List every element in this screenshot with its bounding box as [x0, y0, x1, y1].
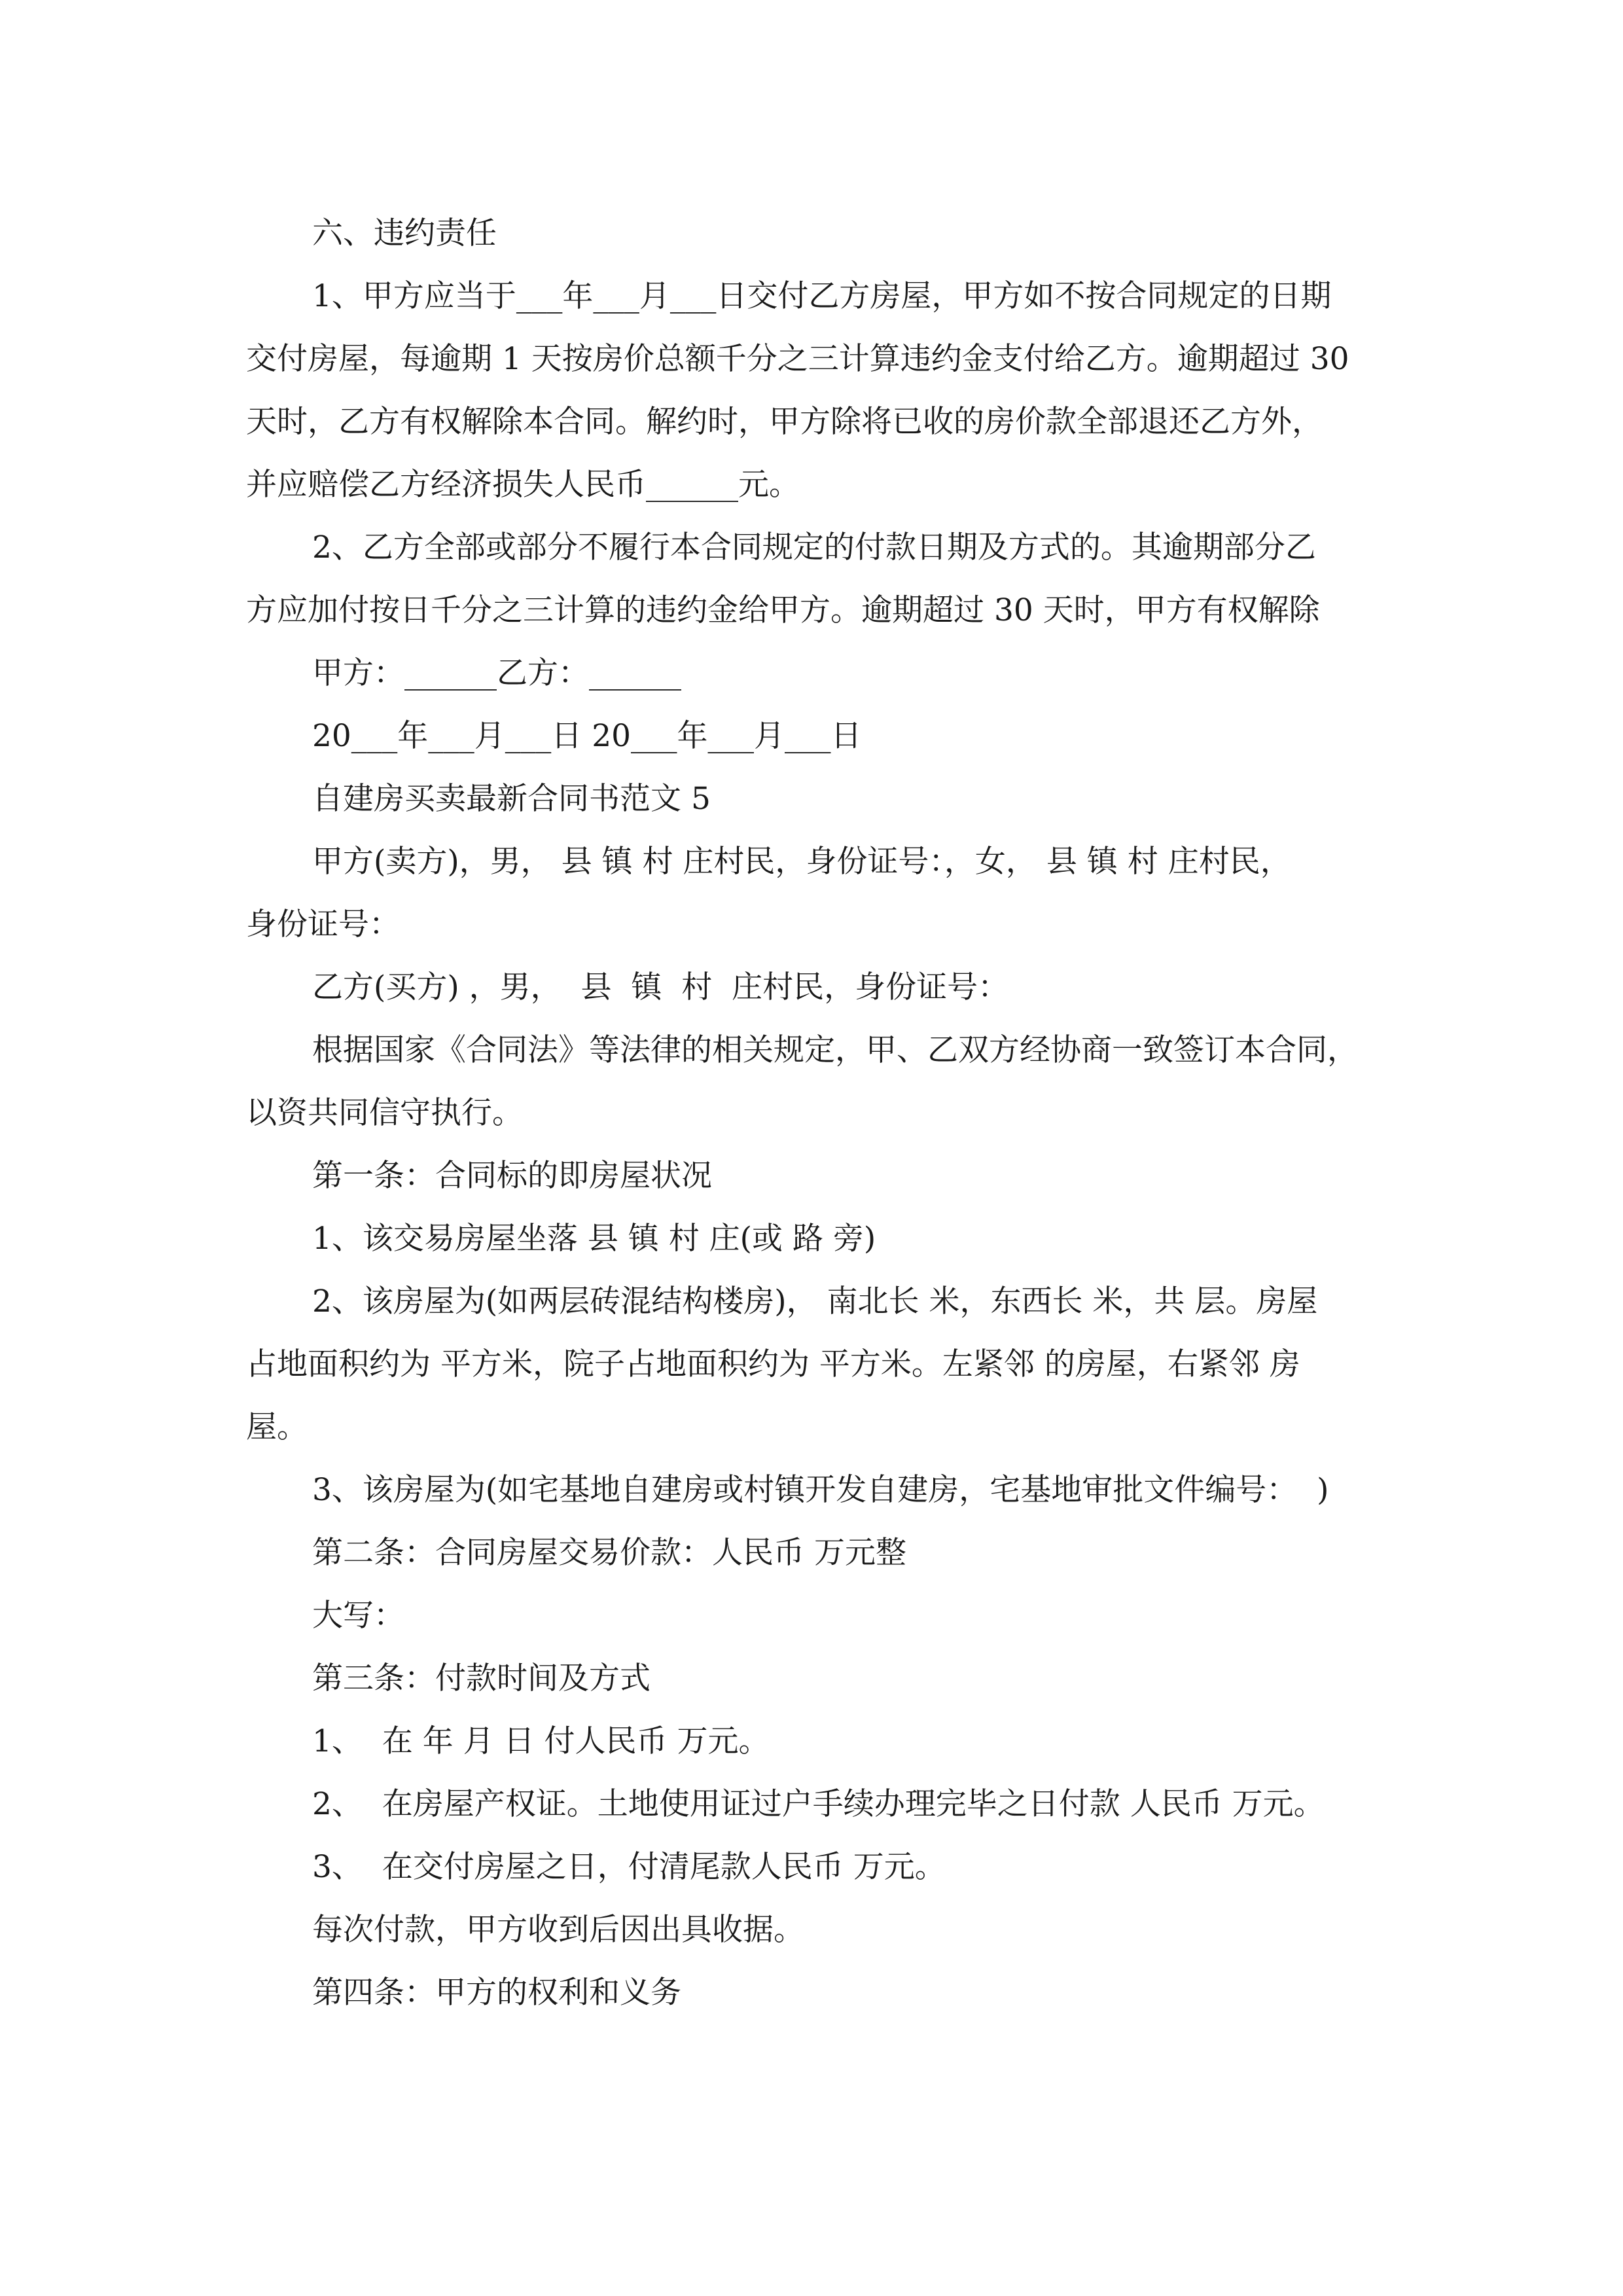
article-heading: 第三条：付款时间及方式 [312, 1660, 651, 1696]
paragraph-line: 并应赔偿乙方经济损失人民币______元。 [246, 467, 800, 503]
document-title: 自建房买卖最新合同书范文 5 [312, 781, 711, 817]
paragraph-line: 3、该房屋为(如宅基地自建房或村镇开发自建房，宅基地审批文件编号： ) [312, 1472, 1329, 1508]
paragraph-line: 3、 在交付房屋之日，付清尾款人民币 万元。 [312, 1849, 946, 1885]
signature-line: 甲方：______乙方：______ [312, 655, 681, 691]
paragraph-line: 占地面积约为 平方米，院子占地面积约为 平方米。左紧邻 的房屋，右紧邻 房 [246, 1346, 1300, 1382]
article-heading: 第二条：合同房屋交易价款：人民币 万元整 [312, 1535, 906, 1571]
paragraph-line: 大写： [312, 1598, 404, 1634]
article-heading: 第一条：合同标的即房屋状况 [312, 1158, 712, 1194]
paragraph-line: 以资共同信守执行。 [246, 1095, 523, 1131]
paragraph-line: 屋。 [246, 1409, 308, 1445]
paragraph-line: 根据国家《合同法》等法律的相关规定，甲、乙双方经协商一致签订本合同， [312, 1032, 1358, 1068]
article-heading: 第四条：甲方的权利和义务 [312, 1975, 681, 2011]
paragraph-line: 2、该房屋为(如两层砖混结构楼房)， 南北长 米，东西长 米，共 层。房屋 [312, 1283, 1318, 1319]
paragraph-line: 身份证号： [246, 906, 400, 942]
paragraph-line: 1、 在 年 月 日 付人民币 万元。 [312, 1723, 770, 1759]
paragraph-line: 甲方(卖方)，男， 县 镇 村 庄村民，身份证号：，女， 县 镇 村 庄村民， [312, 844, 1291, 880]
date-line: 20___年___月___日 20___年___月___日 [312, 718, 862, 754]
paragraph-line: 交付房屋，每逾期 1 天按房价总额千分之三计算违约金支付给乙方。逾期超过 30 [246, 341, 1349, 377]
paragraph-line: 2、 在房屋产权证。土地使用证过户手续办理完毕之日付款 人民币 万元。 [312, 1786, 1325, 1822]
paragraph-line: 天时，乙方有权解除本合同。解约时，甲方除将已收的房价款全部退还乙方外， [246, 404, 1323, 440]
paragraph-line: 2、乙方全部或部分不履行本合同规定的付款日期及方式的。其逾期部分乙 [312, 529, 1316, 565]
paragraph-line: 方应加付按日千分之三计算的违约金给甲方。逾期超过 30 天时，甲方有权解除 [246, 592, 1320, 628]
section-heading-breach: 六、违约责任 [312, 215, 497, 251]
paragraph-line: 乙方(买方) ，男， 县 镇 村 庄村民，身份证号： [312, 969, 1009, 1005]
paragraph-line: 1、甲方应当于___年___月___日交付乙方房屋，甲方如不按合同规定的日期 [312, 278, 1332, 314]
paragraph-line: 每次付款，甲方收到后因出具收据。 [312, 1912, 804, 1948]
paragraph-line: 1、该交易房屋坐落 县 镇 村 庄(或 路 旁) [312, 1221, 876, 1257]
